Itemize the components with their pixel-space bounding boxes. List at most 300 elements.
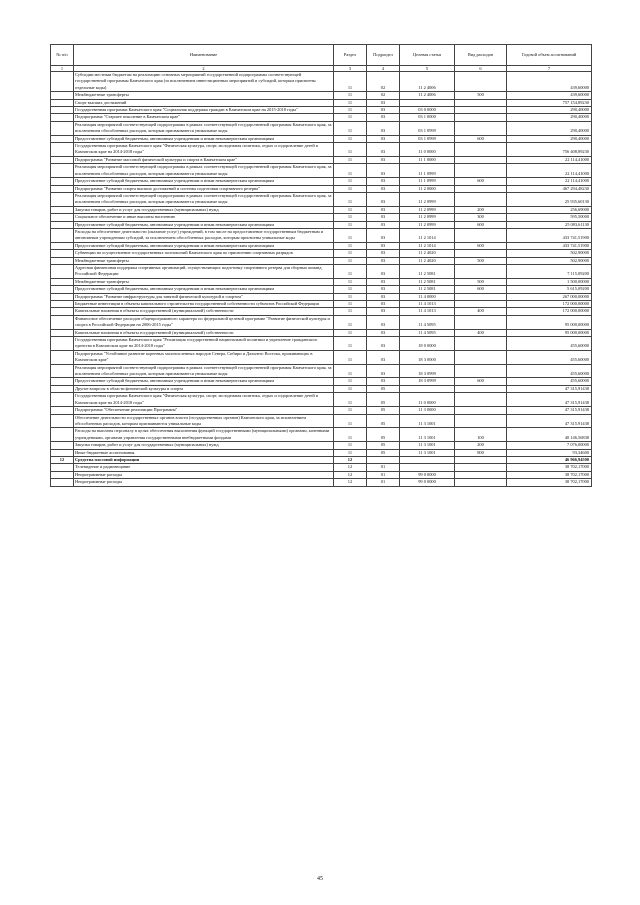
- row-exptype: 500: [455, 278, 507, 285]
- row-target: 11 2 0000: [400, 185, 455, 192]
- row-target: 03 1 0999: [400, 121, 455, 135]
- row-num: [51, 378, 74, 385]
- table-row: [51, 99, 592, 106]
- row-num: [51, 72, 74, 92]
- row-subsection: 03: [367, 221, 400, 228]
- row-num: [51, 442, 74, 449]
- row-section: 11: [334, 192, 367, 206]
- row-exptype: [455, 350, 507, 364]
- row-amount: 25 083,61130: [507, 221, 592, 228]
- row-target: 03 1 0000: [400, 114, 455, 121]
- row-name: Предоставление субсидий бюджетным, автономным учреждениям и иным некоммерческим организациям: [74, 242, 334, 249]
- row-subsection: 03: [367, 350, 400, 364]
- row-section: 11: [334, 264, 367, 278]
- row-name: Межбюджетные трансферты: [74, 257, 334, 264]
- row-target: 11 3 1001: [400, 414, 455, 428]
- table-row: [51, 414, 592, 428]
- row-num: [51, 286, 74, 293]
- row-subsection: 03: [367, 164, 400, 178]
- row-name: Обеспечение деятельности государственных органов власти (государственных органов) Камчатского края, за исключением обособленных расходов, которым присваиваются уникальные коды: [74, 414, 334, 428]
- row-subsection: 03: [367, 143, 400, 157]
- row-exptype: 600: [455, 242, 507, 249]
- row-exptype: [455, 414, 507, 428]
- row-section: 12: [334, 471, 367, 478]
- row-name: Расходы на выплаты персоналу в целях обеспечения выполнения функций государственными (муниципальными) органами, казенными учреждениями, органами управления государственными внебюджетными фондами: [74, 428, 334, 442]
- row-subsection: 03: [367, 185, 400, 192]
- row-target: 11 2 5081: [400, 278, 455, 285]
- row-target: 18 0 0000: [400, 337, 455, 351]
- table-row: [51, 135, 592, 142]
- row-num: [51, 135, 74, 142]
- row-num: [51, 121, 74, 135]
- row-name: Подпрограмма "Развитие спорта высших достижений и системы подготовки спортивного резерва": [74, 185, 334, 192]
- row-target: 11 2 4006: [400, 72, 455, 92]
- table-row: [51, 350, 592, 364]
- row-exptype: [455, 99, 507, 106]
- row-name: Расходы на обеспечение деятельности (оказание услуг) учреждений, в том числе на предоставление государственным бюджетным и автономным учреждениям субсидий, за исключением обособленных расходов, которым присвоены уникальные коды: [74, 228, 334, 242]
- row-amount: 433 741,51900: [507, 228, 592, 242]
- column-number: 2: [74, 66, 334, 72]
- row-num: [51, 393, 74, 407]
- row-target: 11 2 1014: [400, 228, 455, 242]
- row-num: [51, 301, 74, 308]
- row-amount: 172 000,00000: [507, 301, 592, 308]
- row-target: 18 3 0999: [400, 364, 455, 378]
- table-body: [51, 72, 592, 487]
- row-section: 11: [334, 428, 367, 442]
- row-exptype: [455, 250, 507, 257]
- header-target: Целевая статья: [400, 45, 455, 66]
- table-row: [51, 143, 592, 157]
- row-target: 11 2 0999: [400, 221, 455, 228]
- row-target: [400, 385, 455, 392]
- header-name: Наименование: [74, 45, 334, 66]
- row-exptype: 500: [455, 92, 507, 99]
- row-section: 12: [334, 456, 367, 463]
- table-row: [51, 192, 592, 206]
- row-num: [51, 479, 74, 486]
- row-subsection: 03: [367, 206, 400, 213]
- row-name: Реализация мероприятий соответствующей подпрограммы в рамках соответствующей государственной программы Камчатского края, за исключением обособленных расходов, которым присваиваются уникальные коды: [74, 164, 334, 178]
- row-amount: 290,40000: [507, 107, 592, 114]
- row-num: [51, 308, 74, 315]
- row-exptype: 400: [455, 329, 507, 336]
- row-name: Телевидение и радиовещание: [74, 464, 334, 471]
- row-subsection: 03: [367, 99, 400, 106]
- row-section: 12: [334, 479, 367, 486]
- row-name: Реализация мероприятий соответствующей подпрограммы в рамках соответствующей государственной программы Камчатского края, за исключением обособленных расходов, которым присваиваются уникальные коды: [74, 192, 334, 206]
- table-row: [51, 214, 592, 221]
- row-num: [51, 214, 74, 221]
- row-section: 11: [334, 378, 367, 385]
- row-target: 03 1 0999: [400, 135, 455, 142]
- column-number: 3: [334, 66, 367, 72]
- row-exptype: 600: [455, 286, 507, 293]
- row-subsection: 03: [367, 364, 400, 378]
- table-row: [51, 442, 592, 449]
- row-num: [51, 449, 74, 456]
- row-amount: 25 935,60130: [507, 192, 592, 206]
- row-num: [51, 206, 74, 213]
- row-name: Непрограммные расходы: [74, 471, 334, 478]
- row-target: 99 0 0000: [400, 471, 455, 478]
- row-subsection: 05: [367, 385, 400, 392]
- row-subsection: 03: [367, 135, 400, 142]
- row-target: 11 1 0000: [400, 156, 455, 163]
- row-amount: 22 114,41000: [507, 164, 592, 178]
- row-subsection: 05: [367, 428, 400, 442]
- row-name: Предоставление субсидий бюджетным, автономным учреждениям и иным некоммерческим организациям: [74, 135, 334, 142]
- row-section: 11: [334, 286, 367, 293]
- row-exptype: [455, 264, 507, 278]
- row-name: Предоставление субсидий бюджетным, автономным учреждениям и иным некоммерческим организациям: [74, 378, 334, 385]
- row-section: 11: [334, 228, 367, 242]
- row-num: [51, 350, 74, 364]
- row-amount: 95 000,00000: [507, 315, 592, 329]
- row-amount: 38 702,17000: [507, 479, 592, 486]
- table-row: [51, 228, 592, 242]
- row-section: 11: [334, 393, 367, 407]
- row-section: 11: [334, 337, 367, 351]
- row-num: [51, 414, 74, 428]
- row-num: [51, 250, 74, 257]
- table-row: [51, 393, 592, 407]
- row-subsection: 03: [367, 107, 400, 114]
- row-amount: 455,60000: [507, 337, 592, 351]
- row-exptype: 600: [455, 221, 507, 228]
- row-name: Межбюджетные трансферты: [74, 278, 334, 285]
- row-exptype: [455, 121, 507, 135]
- row-num: [51, 428, 74, 442]
- row-target: 11 0 0000: [400, 393, 455, 407]
- row-target: 11 4 1013: [400, 301, 455, 308]
- column-number: 6: [455, 66, 507, 72]
- row-amount: 256,69000: [507, 206, 592, 213]
- row-target: 11 2 0999: [400, 206, 455, 213]
- row-amount: 7 115,09200: [507, 264, 592, 278]
- row-num: [51, 156, 74, 163]
- table-row: [51, 471, 592, 478]
- row-amount: 290,40000: [507, 135, 592, 142]
- table-row: [51, 308, 592, 315]
- row-section: 11: [334, 293, 367, 300]
- row-subsection: 01: [367, 464, 400, 471]
- row-section: 11: [334, 185, 367, 192]
- table-row: [51, 315, 592, 329]
- row-num: [51, 221, 74, 228]
- row-section: 11: [334, 278, 367, 285]
- row-name: Закупка товаров, работ и услуг для государственных (муниципальных) нужд: [74, 442, 334, 449]
- row-section: 11: [334, 114, 367, 121]
- row-num: [51, 264, 74, 278]
- row-name: Субвенции на осуществление государственных полномочий Камчатского края по присвоению спортивных разрядов: [74, 250, 334, 257]
- row-num: [51, 242, 74, 249]
- table-header: [51, 45, 592, 72]
- row-name: Финансовое обеспечение расходов общепрограммного характера по федеральной целевой программе "Развитие физической культуры и спорта в Российской Федерации на 2006-2015 годы": [74, 315, 334, 329]
- table-row: [51, 164, 592, 178]
- table-row: [51, 107, 592, 114]
- row-num: [51, 471, 74, 478]
- table-row: [51, 114, 592, 121]
- row-target: 11 3 0000: [400, 407, 455, 414]
- row-num: [51, 143, 74, 157]
- row-target: 11 3 1001: [400, 449, 455, 456]
- table-row: [51, 407, 592, 414]
- row-exptype: 400: [455, 308, 507, 315]
- table-row: [51, 221, 592, 228]
- row-subsection: 03: [367, 329, 400, 336]
- row-target: 11 4 5095: [400, 315, 455, 329]
- row-num: [51, 164, 74, 178]
- row-exptype: [455, 192, 507, 206]
- row-target: 18 3 0999: [400, 378, 455, 385]
- table-row: [51, 428, 592, 442]
- row-section: 11: [334, 414, 367, 428]
- row-subsection: 01: [367, 479, 400, 486]
- row-exptype: 800: [455, 449, 507, 456]
- header-amount: Годовой объем ассигнований: [507, 45, 592, 66]
- header-subsection: Подраздел: [367, 45, 400, 66]
- row-section: 11: [334, 308, 367, 315]
- row-section: 11: [334, 407, 367, 414]
- row-target: [400, 456, 455, 463]
- row-target: 11 2 1014: [400, 242, 455, 249]
- row-name: Реализация мероприятий соответствующей подпрограммы в рамках соответствующей государственной программы Камчатского края, за исключением обособленных расходов, которым присваиваются уникальные коды: [74, 121, 334, 135]
- row-num: 12: [51, 456, 74, 463]
- row-exptype: [455, 228, 507, 242]
- row-num: [51, 385, 74, 392]
- table-row: [51, 178, 592, 185]
- row-target: 11 2 4020: [400, 250, 455, 257]
- row-num: [51, 99, 74, 106]
- row-name: Иные бюджетные ассигнования: [74, 449, 334, 456]
- row-subsection: 03: [367, 214, 400, 221]
- row-section: 11: [334, 257, 367, 264]
- row-target: 11 2 4006: [400, 92, 455, 99]
- row-section: 11: [334, 206, 367, 213]
- row-target: 11 2 0999: [400, 214, 455, 221]
- row-amount: 290,40000: [507, 121, 592, 135]
- row-subsection: 03: [367, 178, 400, 185]
- row-subsection: 02: [367, 92, 400, 99]
- row-subsection: 03: [367, 264, 400, 278]
- row-name: Другие вопросы в области физической культуры и спорта: [74, 385, 334, 392]
- row-amount: 95 000,00000: [507, 329, 592, 336]
- table-row: [51, 301, 592, 308]
- table-row: [51, 92, 592, 99]
- table-row: [51, 185, 592, 192]
- table-row: [51, 479, 592, 486]
- row-section: 11: [334, 364, 367, 378]
- row-section: 11: [334, 242, 367, 249]
- row-name: Социальное обеспечение и иные выплаты населению: [74, 214, 334, 221]
- row-amount: 47 315,91438: [507, 407, 592, 414]
- row-name: Непрограммные расходы: [74, 479, 334, 486]
- row-amount: 93,34600: [507, 449, 592, 456]
- row-name: Государственная программа Камчатского края "Физическая культура, спорт, молодежная политика, отдых и оздоровление детей в Камчатском крае на 2014-2018 годы": [74, 143, 334, 157]
- row-name: Предоставление субсидий бюджетным, автономным учреждениям и иным некоммерческим организациям: [74, 286, 334, 293]
- row-amount: 7 076,00000: [507, 442, 592, 449]
- table-row: [51, 242, 592, 249]
- row-name: Подпрограмма "Старшее поколение в Камчатском крае": [74, 114, 334, 121]
- row-name: Закупка товаров, работ и услуг для государственных (муниципальных) нужд: [74, 206, 334, 213]
- row-target: 11 2 4020: [400, 257, 455, 264]
- row-amount: 502,90000: [507, 250, 592, 257]
- row-exptype: 600: [455, 378, 507, 385]
- row-num: [51, 107, 74, 114]
- row-name: Подпрограмма "Развитие массовой физической культуры и спорта в Камчатском крае": [74, 156, 334, 163]
- row-num: [51, 278, 74, 285]
- row-target: 99 0 0000: [400, 479, 455, 486]
- row-exptype: [455, 72, 507, 92]
- row-exptype: [455, 143, 507, 157]
- table-row: [51, 72, 592, 92]
- row-target: 11 1 0999: [400, 164, 455, 178]
- row-num: [51, 337, 74, 351]
- row-subsection: 01: [367, 471, 400, 478]
- row-target: 11 4 1013: [400, 308, 455, 315]
- row-target: 11 1 0999: [400, 178, 455, 185]
- row-amount: 22 114,41000: [507, 178, 592, 185]
- row-section: 11: [334, 156, 367, 163]
- row-amount: 47 315,91438: [507, 393, 592, 407]
- table-row: [51, 264, 592, 278]
- row-amount: 46 966,94500: [507, 456, 592, 463]
- row-amount: 38 702,17000: [507, 464, 592, 471]
- table-row: [51, 385, 592, 392]
- row-target: 11 2 0999: [400, 192, 455, 206]
- row-subsection: 05: [367, 393, 400, 407]
- row-section: 11: [334, 92, 367, 99]
- row-subsection: 05: [367, 449, 400, 456]
- row-target: 11 4 5095: [400, 329, 455, 336]
- table-row: [51, 337, 592, 351]
- row-subsection: 05: [367, 442, 400, 449]
- row-exptype: [455, 471, 507, 478]
- row-exptype: [455, 114, 507, 121]
- header-exptype: Вид расходов: [455, 45, 507, 66]
- row-amount: 455,60000: [507, 350, 592, 364]
- row-subsection: 03: [367, 192, 400, 206]
- row-section: 11: [334, 385, 367, 392]
- table-row: [51, 278, 592, 285]
- row-num: [51, 329, 74, 336]
- row-exptype: 600: [455, 135, 507, 142]
- row-subsection: 03: [367, 315, 400, 329]
- row-num: [51, 192, 74, 206]
- budget-table: [50, 44, 592, 487]
- row-amount: 439,60000: [507, 72, 592, 92]
- row-section: 11: [334, 301, 367, 308]
- row-subsection: 05: [367, 414, 400, 428]
- table-row: [51, 378, 592, 385]
- row-subsection: 03: [367, 121, 400, 135]
- row-name: Межбюджетные трансферты: [74, 92, 334, 99]
- table-row: [51, 250, 592, 257]
- row-name: Субсидии местным бюджетам на реализацию основных мероприятий государственной подпрограммы соответствующей государственной программы Камчатского края (за исключением инвестиционных мероприятий и субсидий, которым присвоены отдельные коды): [74, 72, 334, 92]
- row-exptype: [455, 107, 507, 114]
- table-row: [51, 293, 592, 300]
- row-amount: 40 146,56838: [507, 428, 592, 442]
- row-section: 11: [334, 121, 367, 135]
- row-name: Спорт высших достижений: [74, 99, 334, 106]
- row-section: 11: [334, 315, 367, 329]
- row-section: 11: [334, 329, 367, 336]
- header-section: Раздел: [334, 45, 367, 66]
- table-row: [51, 456, 592, 463]
- table-row: [51, 121, 592, 135]
- row-section: 11: [334, 221, 367, 228]
- row-exptype: [455, 185, 507, 192]
- table-row: [51, 156, 592, 163]
- row-name: Предоставление субсидий бюджетным, автономным учреждениям и иным некоммерческим организациям: [74, 178, 334, 185]
- row-name: Предоставление субсидий бюджетным, автономным учреждениям и иным некоммерческим организациям: [74, 221, 334, 228]
- row-section: 11: [334, 164, 367, 178]
- row-amount: 757 154,89230: [507, 99, 592, 106]
- row-name: Капитальные вложения в объекты государственной (муниципальной) собственности: [74, 329, 334, 336]
- row-name: Адресная финансовая поддержка спортивных организаций, осуществляющих подготовку спортивного резерва для сборных команд Российской Федерации: [74, 264, 334, 278]
- row-amount: 1 500,00000: [507, 278, 592, 285]
- row-amount: 439,60000: [507, 92, 592, 99]
- column-number: 7: [507, 66, 592, 72]
- row-subsection: 03: [367, 278, 400, 285]
- row-subsection: 03: [367, 301, 400, 308]
- row-amount: 595,50000: [507, 214, 592, 221]
- row-name: Бюджетные инвестиции в объекты капитального строительства государственной собственности субъектов Российской Федерации: [74, 301, 334, 308]
- row-name: Подпрограмма "Обеспечение реализации Программы": [74, 407, 334, 414]
- row-name: Государственная программа Камчатского края "Социальная поддержка граждан в Камчатском крае на 2015-2018 годы": [74, 107, 334, 114]
- row-num: [51, 114, 74, 121]
- row-amount: 5 615,09200: [507, 286, 592, 293]
- row-target: 11 0 0000: [400, 143, 455, 157]
- row-subsection: 03: [367, 228, 400, 242]
- row-num: [51, 178, 74, 185]
- row-amount: 47 315,91438: [507, 385, 592, 392]
- row-subsection: 03: [367, 156, 400, 163]
- row-subsection: 03: [367, 114, 400, 121]
- row-subsection: 03: [367, 378, 400, 385]
- row-section: 12: [334, 464, 367, 471]
- row-subsection: 02: [367, 72, 400, 92]
- row-subsection: 05: [367, 407, 400, 414]
- row-num: [51, 293, 74, 300]
- row-target: 11 3 1001: [400, 442, 455, 449]
- row-target: 11 3 1001: [400, 428, 455, 442]
- row-name: Государственная программа Камчатского края "Физическая культура, спорт, молодежная политика, отдых и оздоровление детей в Камчатском крае на 2014-2018 годы": [74, 393, 334, 407]
- row-amount: 267 000,00000: [507, 293, 592, 300]
- table-row: [51, 449, 592, 456]
- row-exptype: 600: [455, 178, 507, 185]
- row-section: 11: [334, 350, 367, 364]
- table-row: [51, 329, 592, 336]
- header-num: № п/п: [51, 45, 74, 66]
- row-name: Реализация мероприятий соответствующей подпрограммы в рамках соответствующей государственной программы Камчатского края, за исключением обособленных расходов, которым присваиваются уникальные коды: [74, 364, 334, 378]
- row-name: Государственная программа Камчатского края "Реализация государственной национальной политики и укрепление гражданского единства в Камчатском крае на 2014-2018 годы": [74, 337, 334, 351]
- row-section: 11: [334, 143, 367, 157]
- row-amount: 433 741,51900: [507, 242, 592, 249]
- row-subsection: [367, 456, 400, 463]
- row-target: [400, 99, 455, 106]
- row-section: 11: [334, 214, 367, 221]
- row-num: [51, 92, 74, 99]
- row-amount: 756 408,89230: [507, 143, 592, 157]
- row-subsection: 03: [367, 293, 400, 300]
- table-row: [51, 206, 592, 213]
- row-section: 11: [334, 449, 367, 456]
- row-name: Подпрограмма "Развитие инфраструктуры для занятий физической культурой и спортом": [74, 293, 334, 300]
- row-section: 11: [334, 442, 367, 449]
- row-num: [51, 228, 74, 242]
